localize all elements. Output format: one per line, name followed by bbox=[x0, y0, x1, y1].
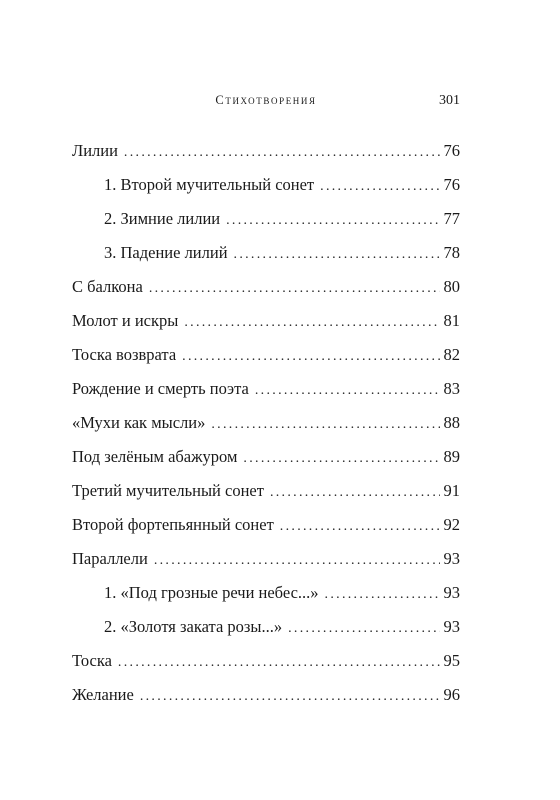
toc-entry-page-number: 76 bbox=[443, 175, 460, 194]
toc-entry-title: 1. Второй мучительный сонет bbox=[104, 175, 315, 194]
toc-entry-page-number: 88 bbox=[443, 413, 460, 432]
toc-entry-title: С балкона bbox=[72, 277, 143, 296]
toc-dot-leader bbox=[320, 170, 439, 204]
toc-entry-title: Второй фортепьянный сонет bbox=[72, 515, 274, 534]
toc-dot-leader bbox=[149, 272, 440, 306]
toc-entry-page-number: 93 bbox=[443, 583, 460, 602]
toc-dot-leader bbox=[118, 646, 440, 680]
toc-dot-leader bbox=[270, 476, 440, 510]
toc-entry-title: «Мухи как мысли» bbox=[72, 413, 206, 432]
toc-entry bbox=[72, 168, 460, 202]
toc-entry-page-number: 96 bbox=[443, 685, 460, 704]
toc-entry-page-number: 91 bbox=[443, 481, 460, 500]
toc-entry-page-number: 76 bbox=[443, 141, 460, 160]
toc-dot-leader bbox=[140, 680, 440, 714]
toc-dot-leader bbox=[226, 204, 439, 238]
toc-entry-page-number: 92 bbox=[443, 515, 460, 534]
toc-entry-page-number: 80 bbox=[443, 277, 460, 296]
toc-entry bbox=[72, 372, 460, 406]
toc-dot-leader bbox=[255, 374, 440, 408]
toc-entry-title: Под зелёным абажуром bbox=[72, 447, 238, 466]
toc-entry-page-number: 81 bbox=[443, 311, 460, 330]
toc-entry-title: Лилии bbox=[72, 141, 118, 160]
toc-entry bbox=[72, 678, 460, 712]
toc-dot-leader bbox=[280, 510, 440, 544]
toc-entry-page-number: 83 bbox=[443, 379, 460, 398]
toc-entry-title: 2. Зимние лилии bbox=[104, 209, 221, 228]
toc-entry-title: 3. Падение лилий bbox=[104, 243, 228, 262]
toc-entry-title: Рождение и смерть поэта bbox=[72, 379, 249, 398]
toc-entry bbox=[72, 134, 460, 168]
toc-dot-leader bbox=[288, 612, 439, 646]
toc-dot-leader bbox=[243, 442, 439, 476]
toc-dot-leader bbox=[154, 544, 440, 578]
toc-entry-title: Третий мучительный сонет bbox=[72, 481, 264, 500]
running-header bbox=[72, 93, 460, 113]
toc-entry bbox=[72, 644, 460, 678]
toc-entry bbox=[72, 406, 460, 440]
toc-entry-page-number: 95 bbox=[443, 651, 460, 670]
toc-entry-page-number: 78 bbox=[443, 243, 460, 262]
toc-entry-title: Молот и искры bbox=[72, 311, 179, 330]
toc-entry bbox=[72, 270, 460, 304]
toc-dot-leader bbox=[184, 306, 439, 340]
toc-entry bbox=[72, 202, 460, 236]
toc-entry-title: Параллели bbox=[72, 549, 148, 568]
toc-dot-leader bbox=[234, 238, 440, 272]
toc-entry bbox=[72, 542, 460, 576]
toc-dot-leader bbox=[124, 136, 440, 170]
toc-entry bbox=[72, 304, 460, 338]
running-header-page-number: 301 bbox=[439, 93, 460, 108]
toc-entry-title: Желание bbox=[72, 685, 134, 704]
toc-entry-title: 2. «Золотя заката розы...» bbox=[104, 617, 283, 636]
toc-entry-title: Тоска возврата bbox=[72, 345, 177, 364]
toc-dot-leader bbox=[182, 340, 439, 374]
table-of-contents bbox=[72, 134, 460, 712]
toc-entry bbox=[72, 610, 460, 644]
toc-entry bbox=[72, 576, 460, 610]
toc-entry bbox=[72, 508, 460, 542]
toc-entry bbox=[72, 440, 460, 474]
toc-entry bbox=[72, 236, 460, 270]
toc-entry bbox=[72, 338, 460, 372]
toc-dot-leader bbox=[325, 578, 440, 612]
toc-entry-page-number: 93 bbox=[443, 617, 460, 636]
toc-entry-title: Тоска bbox=[72, 651, 112, 670]
toc-dot-leader bbox=[211, 408, 439, 442]
running-header-title: Стихотворения bbox=[215, 93, 317, 107]
toc-entry-page-number: 93 bbox=[443, 549, 460, 568]
toc-entry-title: 1. «Под грозные речи небес...» bbox=[104, 583, 319, 602]
toc-entry-page-number: 82 bbox=[443, 345, 460, 364]
toc-entry bbox=[72, 474, 460, 508]
toc-entry-page-number: 77 bbox=[443, 209, 460, 228]
toc-entry-page-number: 89 bbox=[443, 447, 460, 466]
